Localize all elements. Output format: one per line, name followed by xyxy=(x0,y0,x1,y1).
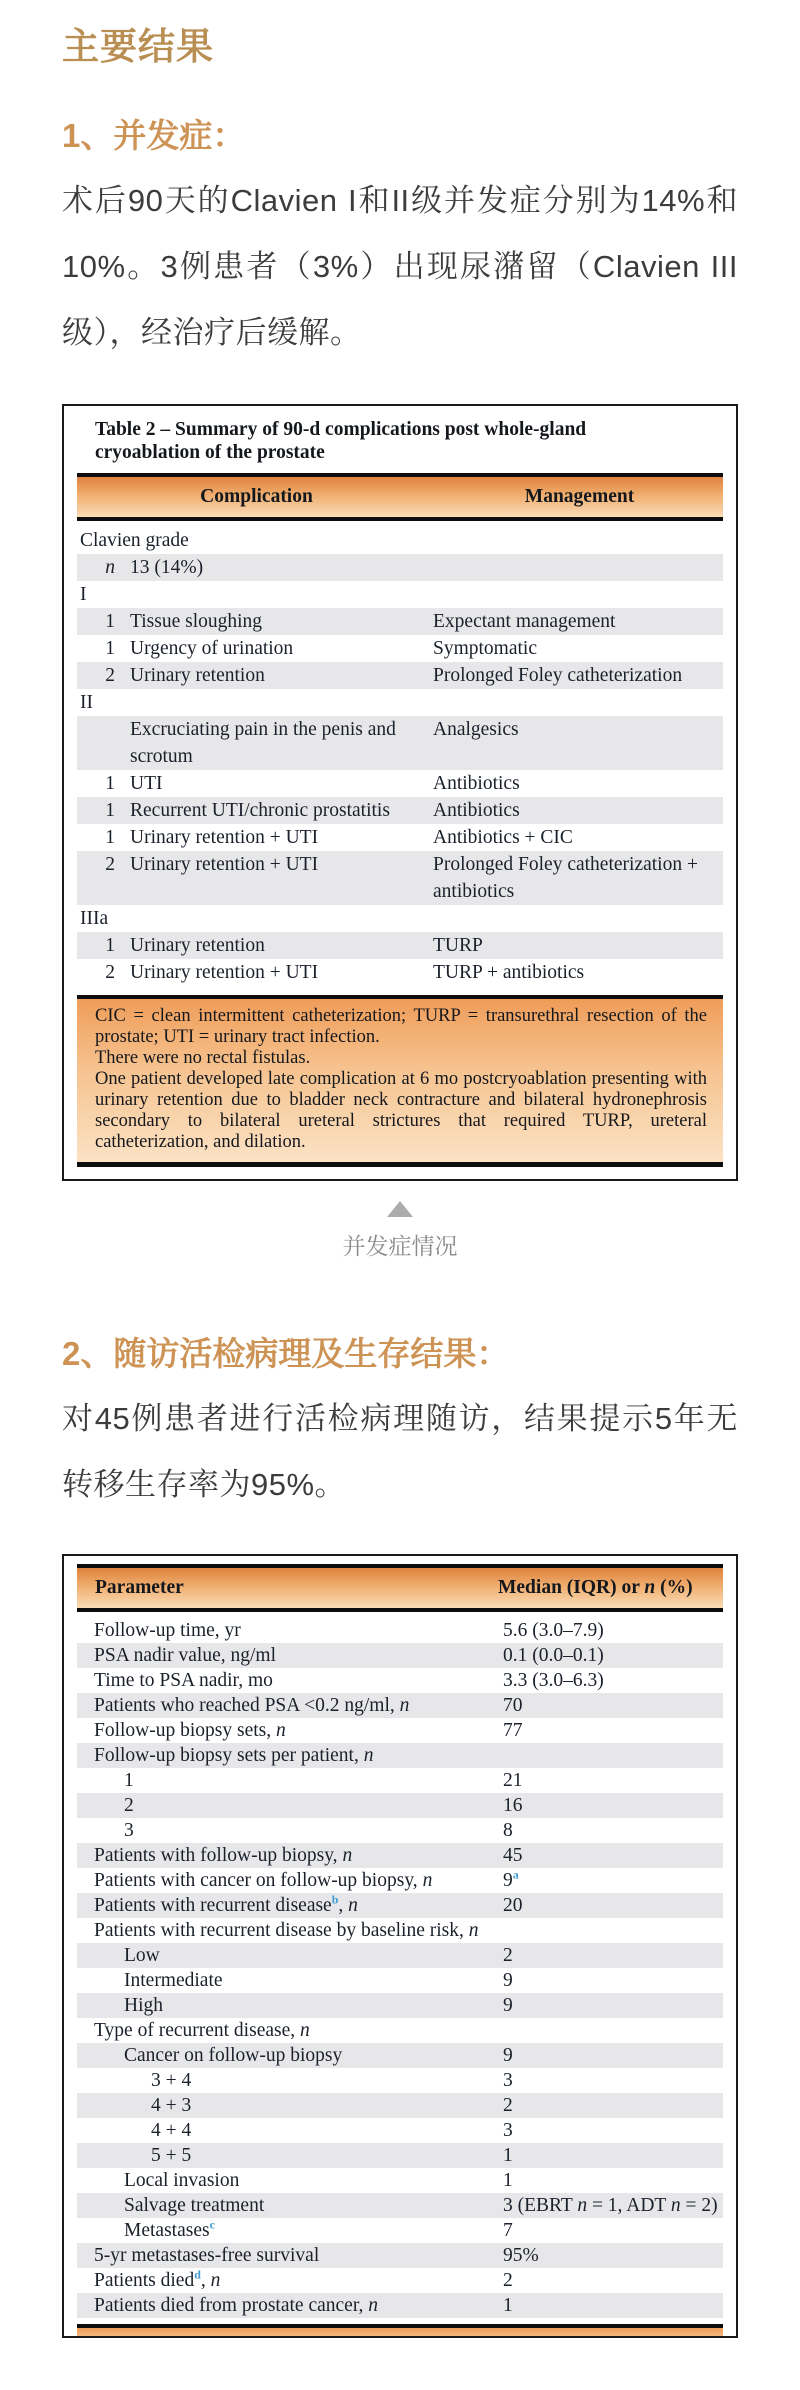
cell-value: 70 xyxy=(503,1695,523,1716)
cell-value xyxy=(503,2018,723,2043)
cell-parameter: Patients died$^d$, n xyxy=(94,2267,221,2291)
table-row xyxy=(77,1968,723,1993)
table-title: Table 2 – Summary of 90-d complications post whole-gland cryoablation of the prostate xyxy=(95,419,587,463)
cell-complication: Urinary retention xyxy=(130,665,265,686)
cell-parameter: High xyxy=(124,1995,163,2016)
cell-value: 7 xyxy=(503,2220,513,2241)
cell-value: 2 xyxy=(503,1945,513,1966)
table-row xyxy=(77,581,723,608)
cell-management: Prolonged Foley catheterization xyxy=(433,665,683,686)
table-row xyxy=(77,2193,723,2218)
column-header-complication: Complication xyxy=(200,486,313,507)
cell-value: 9$^a$ xyxy=(503,1867,519,1891)
table-row xyxy=(77,2268,723,2293)
cell-value: 77 xyxy=(503,1720,523,1741)
table-header-row xyxy=(77,473,723,521)
section-heading-followup: 2、随访活检病理及生存结果： xyxy=(62,1335,510,1372)
cell-value: 16 xyxy=(503,1795,523,1816)
table-row xyxy=(77,1868,723,1893)
cell-value: 0.1 (0.0–0.1) xyxy=(503,1645,604,1666)
paragraph-followup: 对45例患者进行活检病理随访，结果提示5年无转移生存率为95%。 xyxy=(62,1401,738,1502)
table-row xyxy=(77,1918,723,1943)
column-header-parameter: Parameter xyxy=(95,1577,184,1598)
section-heading-complications: 1、并发症： xyxy=(62,117,246,154)
table-row xyxy=(77,2143,723,2168)
column-header-median: Median (IQR) or n (%) xyxy=(498,1577,693,1598)
figure-padding xyxy=(64,1167,736,1179)
cell-complication: Urinary retention xyxy=(130,935,265,956)
triangle-up-icon xyxy=(387,1201,413,1217)
table-row xyxy=(77,2068,723,2093)
table-row xyxy=(77,2093,723,2118)
cell-management: TURP xyxy=(433,935,483,956)
table-row xyxy=(77,1618,723,1643)
cell-parameter: 5-yr metastases-free survival xyxy=(94,2245,320,2266)
table-row xyxy=(77,2018,723,2043)
cell-complication: UTI xyxy=(130,773,163,794)
table-row xyxy=(77,824,723,851)
cell-parameter: 3 + 4 xyxy=(151,2070,192,2091)
cell-management xyxy=(433,554,723,581)
cell-value: 2 xyxy=(503,2270,513,2291)
cell-parameter: 4 + 4 xyxy=(151,2120,192,2141)
table-row xyxy=(77,770,723,797)
cell-parameter: Patients with cancer on follow-up biopsy, n xyxy=(94,1870,433,1891)
footnote-line: One patient developed late complication at 6 mo postcryoablation presenting with urinary retention due to bladder neck contracture and bilateral hydronephrosis secondary to bilateral ureteral strictures that required TURP, ureteral catheterization, and dilation. xyxy=(95,1069,707,1152)
cell-parameter: Follow-up time, yr xyxy=(94,1620,241,1641)
cell-value: 3 (EBRT n = 1, ADT n = 2) xyxy=(503,2195,718,2216)
table-row xyxy=(77,2293,723,2318)
cell-parameter: 5 + 5 xyxy=(151,2145,192,2166)
table-row xyxy=(77,905,723,932)
cell-count: n xyxy=(105,557,115,578)
cell-parameter: Low xyxy=(124,1945,160,1966)
table-row xyxy=(77,689,723,716)
cell-value: 3.3 (3.0–6.3) xyxy=(503,1670,604,1691)
table-row xyxy=(77,554,723,581)
cell-parameter: 2 xyxy=(124,1795,134,1816)
column-header-management: Management xyxy=(524,486,635,507)
footnote-line: There were no rectal fistulas. xyxy=(95,1048,311,1068)
cell-parameter: Patients with recurrent disease$^b$, n xyxy=(94,1892,358,1916)
cell-value: 3 xyxy=(503,2120,513,2141)
cell-count: 1 xyxy=(105,773,115,794)
table-row xyxy=(77,932,723,959)
table-row xyxy=(77,2168,723,2193)
table-row xyxy=(77,2243,723,2268)
cell-complication: Urinary retention + UTI xyxy=(130,854,319,875)
cell-management: Prolonged Foley catheterization + antibiotics xyxy=(433,854,698,902)
cell-parameter: Time to PSA nadir, mo xyxy=(94,1670,273,1691)
cell-complication: Urgency of urination xyxy=(130,638,294,659)
table-row xyxy=(77,1743,723,1768)
cell-management: Antibiotics xyxy=(433,800,520,821)
table-row xyxy=(77,1893,723,1918)
cell-parameter: Patients died from prostate cancer, n xyxy=(94,2295,379,2316)
cell-count: 1 xyxy=(105,827,115,848)
cell-parameter: Local invasion xyxy=(124,2170,240,2191)
bottom-spacer xyxy=(62,2338,738,2376)
page-title: 主要结果 xyxy=(62,27,214,68)
table-row xyxy=(77,1943,723,1968)
cell-parameter: 3 xyxy=(124,1820,134,1841)
cell-parameter: PSA nadir value, ng/ml xyxy=(94,1645,276,1666)
table-row xyxy=(77,851,723,905)
cell-management: Antibiotics xyxy=(433,773,520,794)
cell-value xyxy=(503,1743,723,1768)
cell-management: Expectant management xyxy=(433,611,616,632)
table-row xyxy=(77,635,723,662)
cell-value: 9 xyxy=(503,1970,513,1991)
table-row xyxy=(77,716,723,770)
cell-parameter: Follow-up biopsy sets, n xyxy=(94,1720,286,1741)
cell-count: 2 xyxy=(105,665,115,686)
table-row xyxy=(77,2218,723,2243)
table-row xyxy=(77,1718,723,1743)
cell-value: 1 xyxy=(503,2295,513,2316)
cell-parameter: Type of recurrent disease, n xyxy=(94,2020,310,2041)
cell-parameter: Cancer on follow-up biopsy xyxy=(124,2045,343,2066)
cell-parameter: Patients with recurrent disease by baseline risk, n xyxy=(94,1920,479,1941)
cell-count: 1 xyxy=(105,638,115,659)
cell-parameter: 1 xyxy=(124,1770,134,1791)
cell-count: 1 xyxy=(105,800,115,821)
cell-value: 9 xyxy=(503,1995,513,2016)
grade-section-label: IIIa xyxy=(80,908,109,929)
cell-value: 2 xyxy=(503,2095,513,2116)
table-row xyxy=(77,527,723,554)
grade-section-label: I xyxy=(80,584,87,605)
cell-parameter: Intermediate xyxy=(124,1970,223,1991)
cell-complication: Recurrent UTI/chronic prostatitis xyxy=(130,800,390,821)
cell-management: Antibiotics + CIC xyxy=(433,827,573,848)
table-row xyxy=(77,1843,723,1868)
cell-parameter: Salvage treatment xyxy=(124,2195,265,2216)
table-body xyxy=(77,527,723,986)
cell-count: 2 xyxy=(105,962,115,983)
table-row xyxy=(77,1768,723,1793)
figure-caption-block xyxy=(62,1201,738,1260)
cell-value: 3 xyxy=(503,2070,513,2091)
table-row xyxy=(77,2118,723,2143)
table-row xyxy=(77,797,723,824)
table-row xyxy=(77,608,723,635)
cell-count: 1 xyxy=(105,935,115,956)
cell-complication: Excruciating pain in the penis and scrotum xyxy=(130,719,396,767)
cell-value: 8 xyxy=(503,1820,513,1841)
cell-count: 2 xyxy=(105,854,115,875)
cell-complication: Urinary retention + UTI xyxy=(130,827,319,848)
complications-table-figure[interactable] xyxy=(62,404,738,1181)
cell-parameter: Patients who reached PSA <0.2 ng/ml, n xyxy=(94,1695,410,1716)
table-row xyxy=(77,959,723,986)
cell-parameter: Follow-up biopsy sets per patient, n xyxy=(94,1745,374,1766)
table-row xyxy=(77,1993,723,2018)
footnote-line: CIC = clean intermittent catheterization; TURP = transurethral resection of the prostate; UTI = urinary tract infection. xyxy=(95,1006,707,1047)
table-row xyxy=(77,2043,723,2068)
cell-complication: 13 (14%) xyxy=(130,557,204,578)
cell-management: Symptomatic xyxy=(433,638,537,659)
table-row xyxy=(77,1693,723,1718)
table-row xyxy=(77,1793,723,1818)
cell-value: 95% xyxy=(503,2245,539,2266)
table-bottom-rule xyxy=(77,2324,723,2336)
paragraph-complications: 术后90天的Clavien I和II级并发症分别为14%和10%。3例患者（3%）出现尿潴留（Clavien III级），经治疗后缓解。 xyxy=(62,183,738,350)
table-footnotes xyxy=(77,995,723,1167)
outcomes-table-figure[interactable] xyxy=(62,1554,738,2338)
cell-value: 9 xyxy=(503,2045,513,2066)
table-row xyxy=(77,1818,723,1843)
grade-section-label: II xyxy=(80,692,93,713)
cell-parameter: Metastases$^c$ xyxy=(124,2217,215,2241)
table-row xyxy=(77,1668,723,1693)
cell-value: 1 xyxy=(503,2145,513,2166)
cell-management: Analgesics xyxy=(433,719,519,740)
table-body xyxy=(77,1618,723,2318)
cell-complication: Tissue sloughing xyxy=(130,611,263,632)
table-row xyxy=(77,1643,723,1668)
cell-value: 5.6 (3.0–7.9) xyxy=(503,1620,604,1641)
cell-count xyxy=(77,716,115,770)
cell-management: TURP + antibiotics xyxy=(433,962,585,983)
cell-value: 20 xyxy=(503,1895,523,1916)
table-header-row xyxy=(77,1564,723,1612)
cell-value: 21 xyxy=(503,1770,523,1791)
grade-section-label: Clavien grade xyxy=(80,530,189,551)
cell-value: 1 xyxy=(503,2170,513,2191)
figure-caption: 并发症情况 xyxy=(342,1233,458,1259)
cell-complication: Urinary retention + UTI xyxy=(130,962,319,983)
cell-parameter: 4 + 3 xyxy=(151,2095,192,2116)
cell-parameter: Patients with follow-up biopsy, n xyxy=(94,1845,353,1866)
cell-count: 1 xyxy=(105,611,115,632)
table-row xyxy=(77,662,723,689)
cell-value: 45 xyxy=(503,1845,523,1866)
cell-value xyxy=(503,1918,723,1943)
